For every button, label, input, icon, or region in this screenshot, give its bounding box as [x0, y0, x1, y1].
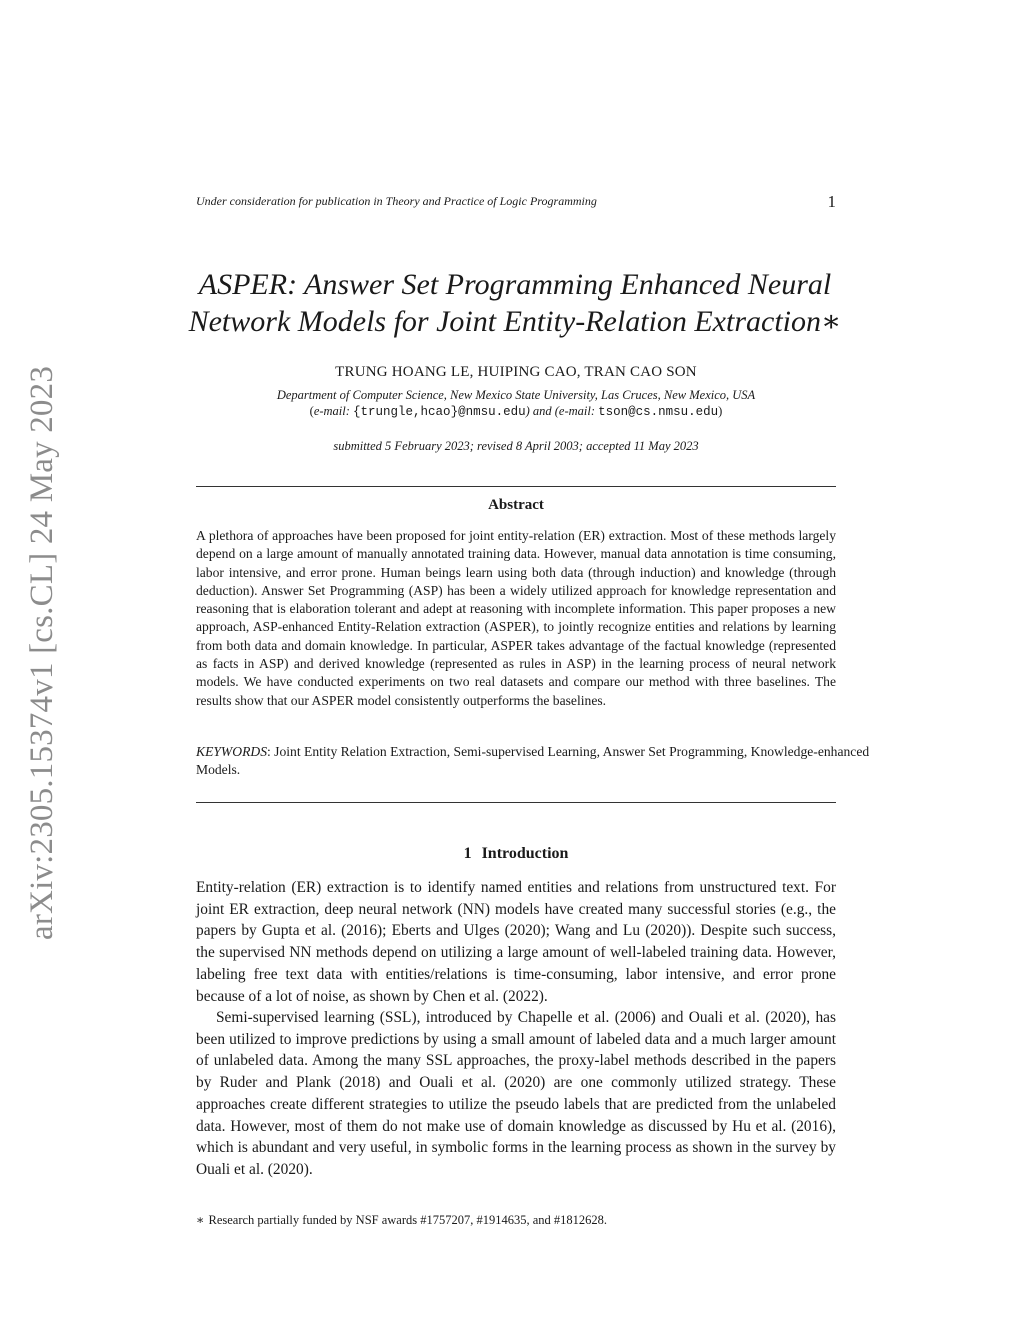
- email-label-1: e-mail:: [313, 404, 350, 418]
- title-line-2: Network Models for Joint Entity-Relation Extraction∗: [188, 305, 842, 338]
- email-separator: ) and (: [525, 404, 559, 418]
- running-head: Under consideration for publication in Theory and Practice of Logic Programming: [196, 194, 597, 208]
- abstract-heading: Abstract: [488, 497, 544, 513]
- email-label-2: e-mail:: [558, 404, 596, 418]
- keywords-label: KEYWORDS: [196, 744, 267, 759]
- footnote: [196, 1212, 836, 1228]
- submission-dates: submitted 5 February 2023; revised 8 April 2003; accepted 11 May 2023: [333, 439, 699, 453]
- affiliation: Department of Computer Science, New Mexico State University, Las Cruces, New Mexico, USA: [276, 388, 756, 402]
- section-heading-introduction: [196, 845, 836, 863]
- abstract-top-rule: [196, 486, 836, 487]
- abstract-text-part-2: (ASPER), to jointly recognize entities and relations by learning from both data and domain knowledge. In particular, ASPER takes advantage of the factual knowledge (represented as facts in ASP) and derived knowledge (represented as rules in ASP) in the learning process of neural network models. We have conducted experiments on two real datasets and compare our method with three baselines. The results show that our ASPER model consistently outperforms the baselines.: [196, 619, 837, 708]
- email-close-paren: ): [718, 404, 723, 418]
- title-line-1: ASPER: Answer Set Programming Enhanced Neural: [198, 268, 832, 301]
- email-address-2[interactable]: tson@cs.nmsu.edu: [598, 405, 719, 419]
- abstract-bottom-rule: [196, 802, 836, 803]
- section-number: 1: [463, 845, 472, 862]
- email-open-paren: (: [309, 404, 314, 418]
- acronym-expansion: ASP-enhanced Entity-Relation extraction: [252, 619, 481, 635]
- email-address-1[interactable]: {trungle,hcao}@nmsu.edu: [353, 405, 526, 419]
- page-number: 1: [827, 192, 836, 211]
- abstract-text: [196, 527, 836, 710]
- intro-paragraph-2: Semi-supervised learning (SSL), introduced by Chapelle et al. (2006) and Ouali et al. (2020), has been utilized to improve predictions by using a small amount of labeled data and a much larger amount of unlabeled data. Among the many SSL approaches, the proxy-label methods described in the papers by Ruder and Plank (2018) and Ouali et al. (2020) are one commonly utilized strategy. These approaches create different strategies to utilize the pseudo labels that are predicted from the unlabeled data. However, most of them do not make use of domain knowledge as discussed by Hu et al. (2016), which is abundant and very useful, in symbolic forms in the learning process as shown in the survey by Ouali et al. (2020).: [196, 1009, 836, 1178]
- paper-title: [150, 266, 880, 340]
- author-list: TRUNG HOANG LE, HUIPING CAO, TRAN CAO SON: [335, 364, 697, 380]
- footnote-mark: ∗: [196, 1213, 205, 1227]
- arxiv-identifier[interactable]: arXiv:2305.15374v1 [cs.CL] 24 May 2023: [24, 365, 60, 940]
- section-title: Introduction: [481, 845, 569, 862]
- keywords: [196, 743, 876, 780]
- intro-paragraph-1: Entity-relation (ER) extraction is to identify named entities and relations from unstructured text. For joint ER extraction, deep neural network (NN) models have created many successful stories (e.g., the papers by Gupta et al. (2016); Eberts and Ulges (2020); Wang and Lu (2020)). Despite such success, the supervised NN methods depend on utilizing a large amount of well-labeled training data. However, labeling free text data with entities/relations is time-consuming, labor intensive, and error prone because of a lot of noise, as shown by Chen et al. (2022).: [196, 879, 836, 1005]
- keywords-list: : Joint Entity Relation Extraction, Semi-supervised Learning, Answer Set Programming, Knowledge-enhanced Models.: [196, 744, 870, 778]
- contact-emails: [196, 404, 836, 419]
- abstract-text-part-1: A plethora of approaches have been proposed for joint entity-relation (ER) extraction. Most of these methods largely depend on a large amount of manually annotated training data. However, manual data annotation is time consuming, labor intensive, and error prone. Human beings learn using both data (through induction) and knowledge (through deduction). Answer Set Programming (ASP) has been a widely utilized approach for knowledge representation and reasoning that is elaboration tolerant and adept at reasoning with incomplete information. This paper proposes a new approach,: [196, 528, 836, 635]
- footnote-text: Research partially funded by NSF awards #1757207, #1914635, and #1812628.: [208, 1213, 608, 1227]
